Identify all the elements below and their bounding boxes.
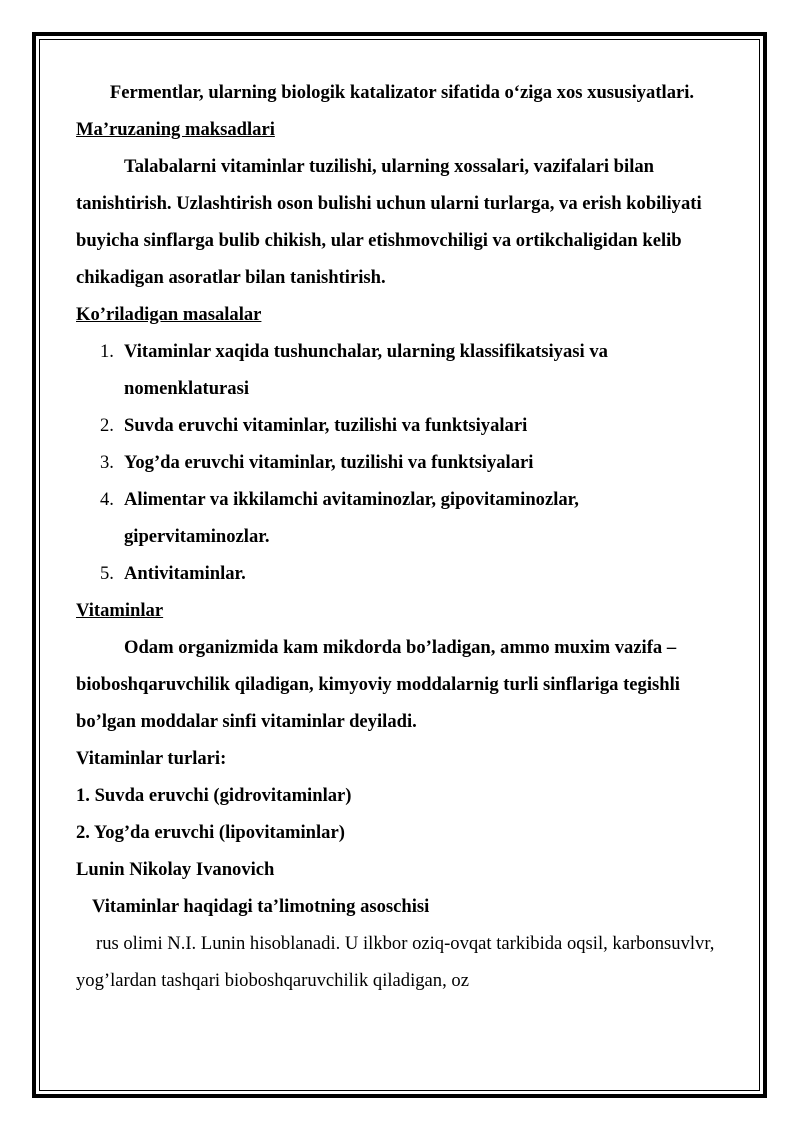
list-item: 2. Suvda eruvchi vitaminlar, tuzilishi va funktsiyalari: [100, 415, 528, 436]
list-item: 4. Alimentar va ikkilamchi avitaminozlar, gipovitaminozlar, gipervitaminozlar.: [100, 489, 579, 547]
vitamins-definition: Odam organizmida kam mikdorda bo’ladigan, ammo muxim vazifa – bioboshqaruvchilik qiladigan, kimyoviy moddalarnig turli sinflariga tegishli bo’lgan moddalar sinfi vitaminlar deyiladi.: [76, 637, 680, 732]
vitamin-types-label: Vitaminlar turlari:: [76, 748, 227, 769]
list-item: 3. Yog’da eruvchi vitaminlar, tuzilishi va funktsiyalari: [100, 452, 534, 473]
list-item: 1. Vitaminlar xaqida tushunchalar, ularning klassifikatsiyasi va nomenklaturasi: [100, 341, 608, 399]
document-title: Fermentlar, ularning biologik katalizator sifatida o‘ziga xos xususiyatlari.: [109, 82, 695, 103]
list-item: 5. Antivitaminlar.: [100, 563, 246, 584]
founder-line: Vitaminlar haqidagi ta’limotning asoschisi: [92, 896, 430, 917]
goals-text: Talabalarni vitaminlar tuzilishi, ularning xossalari, vazifalari bilan tanishtirish. Uzlashtirish oson bulishi uchun ularni turlarga, va erish kobiliyati buyicha sinflarga bulib chikish, ular etishmovchiligi va ortikchaligidan kelib chikadigan asoratlar bilan tanishtirish.: [76, 156, 702, 288]
goals-heading: Ma’ruzaning maksadlari: [76, 119, 275, 140]
vitamin-type-2: 2. Yog’da eruvchi (lipovitaminlar): [76, 822, 345, 843]
vitamin-type-1: 1. Suvda eruvchi (gidrovitaminlar): [76, 785, 352, 806]
vitamins-heading: Vitaminlar: [76, 600, 164, 621]
document-body: [76, 74, 728, 999]
issues-heading: Ko’riladigan masalalar: [76, 304, 262, 325]
scientist-name: Lunin Nikolay Ivanovich: [76, 859, 275, 880]
issues-list: [76, 333, 728, 592]
lunin-paragraph: rus olimi N.I. Lunin hisoblanadi. U ilkbor oziq-ovqat tarkibida oqsil, karbonsuvlvr, yog’lardan tashqari bioboshqaruvchilik qiladigan, oz: [76, 933, 715, 991]
